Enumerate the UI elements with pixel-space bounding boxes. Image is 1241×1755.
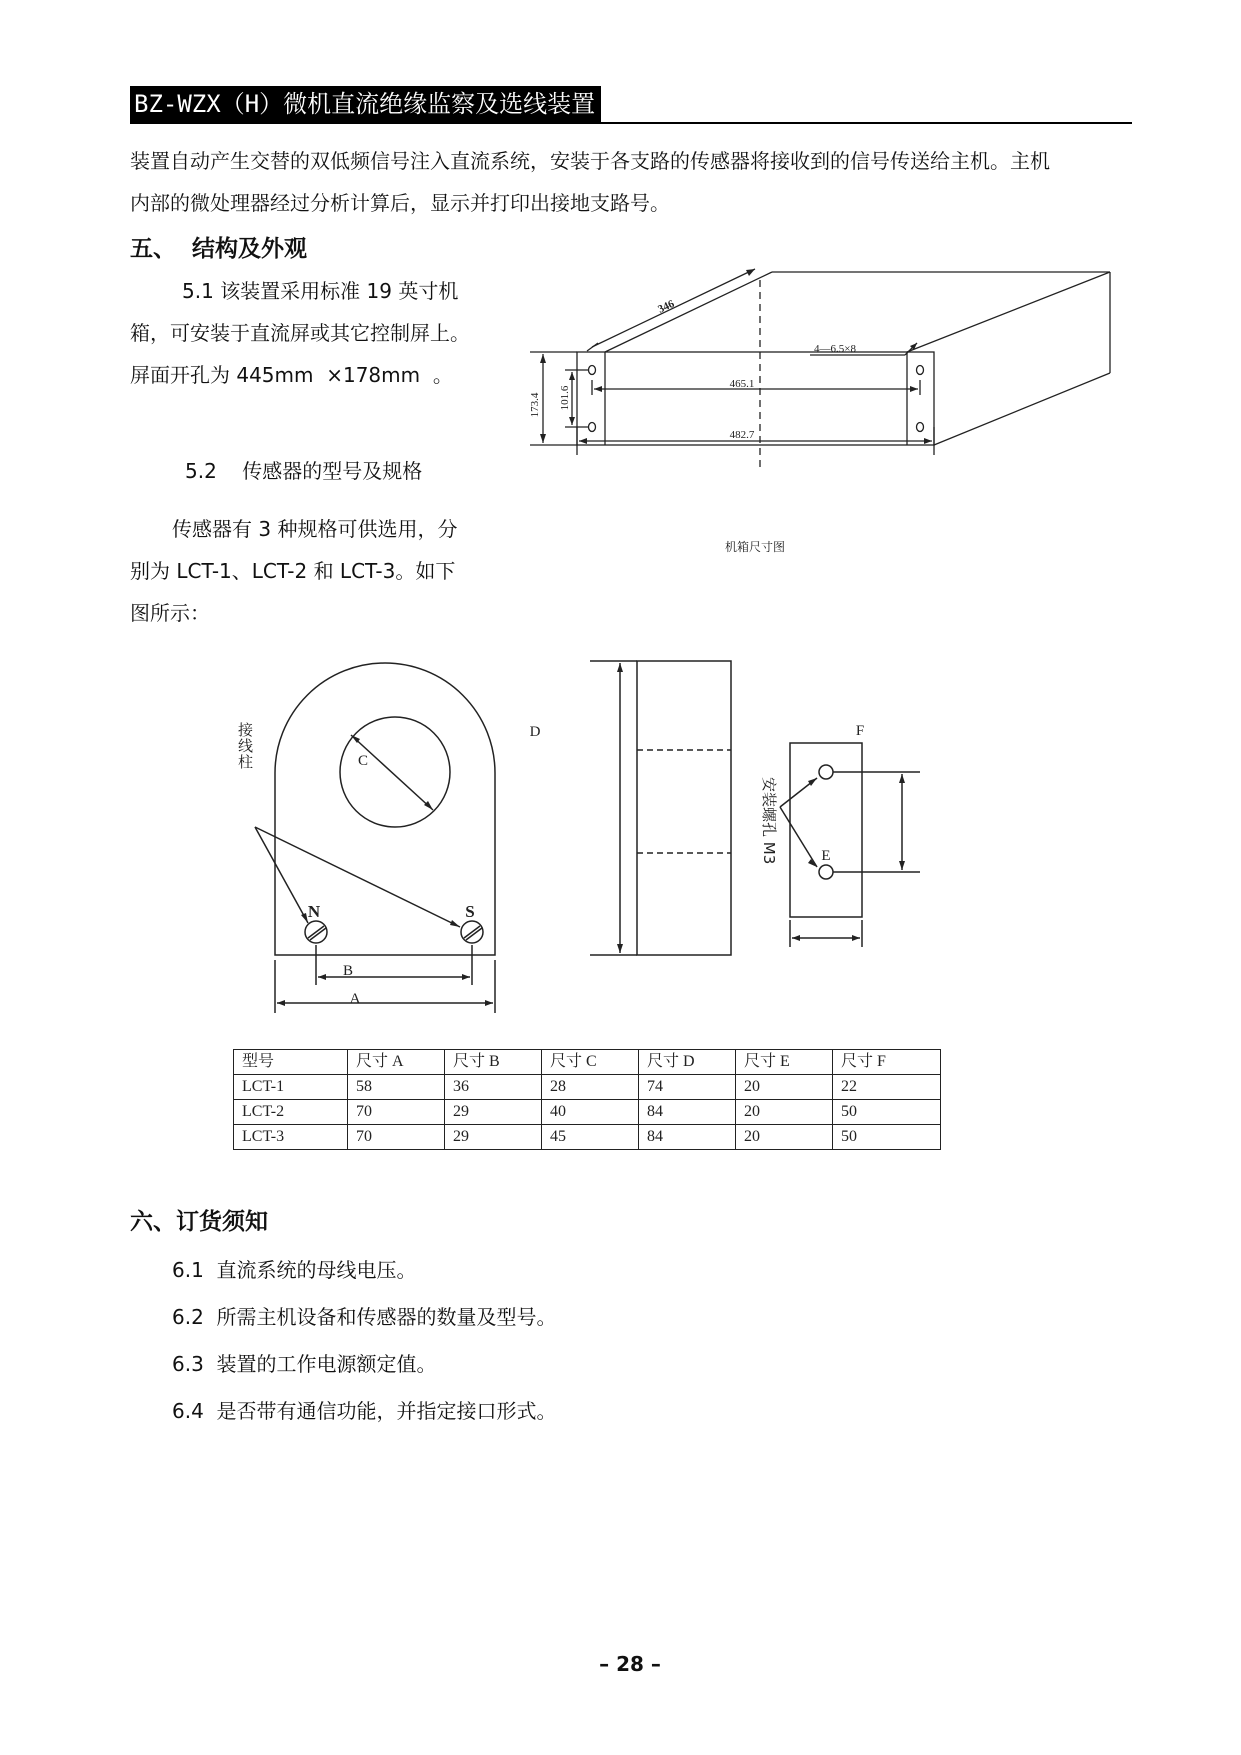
table-cell: 29 — [445, 1125, 542, 1150]
table-cell: 22 — [833, 1075, 941, 1100]
sensor-mount-outline — [790, 743, 862, 917]
chassis-hole-pitch-v-label: 101.6 — [559, 385, 571, 411]
sensor-spec-table — [233, 1049, 941, 1150]
table-cell: 29 — [445, 1100, 542, 1125]
intro-line-2: 内部的微处理器经过分析计算后，显示并打印出接地支路号。 — [130, 191, 670, 215]
sensor-side-outline — [637, 661, 731, 955]
s52-line-1: 传感器有 3 种规格可供选用，分 — [172, 517, 458, 541]
section-5-heading: 五、 结构及外观 — [130, 236, 308, 262]
label-b: B — [342, 963, 354, 979]
table-header-cell: 尺寸 F — [833, 1050, 941, 1075]
header-rule — [130, 122, 1132, 124]
label-c: C — [358, 753, 369, 769]
table-cell: 70 — [348, 1125, 445, 1150]
table-cell: 70 — [348, 1100, 445, 1125]
section-5-2-heading: 5.2 传感器的型号及规格 — [185, 459, 423, 483]
document-header-title: BZ-WZX（H）微机直流绝缘监察及选线装置 — [130, 86, 601, 122]
chassis-hole-pitch-h-label: 465.1 — [729, 378, 755, 390]
table-cell: 20 — [736, 1075, 833, 1100]
s52-line-3: 图所示： — [130, 601, 210, 625]
chassis-depth-label: 346 — [656, 297, 677, 316]
table-cell: 45 — [542, 1125, 639, 1150]
s51-line-2: 箱，可安装于直流屏或其它控制屏上。 — [130, 321, 470, 345]
chassis-front-panel — [577, 352, 934, 445]
label-terminal-2: 线 — [238, 737, 254, 755]
s52-line-2: 别为 LCT-1、LCT-2 和 LCT-3。如下 — [130, 559, 456, 583]
chassis-dimension-drawing — [510, 255, 1130, 575]
table-cell: 40 — [542, 1100, 639, 1125]
sensor-dimension-drawing — [220, 655, 1020, 1020]
label-d: D — [529, 724, 541, 740]
order-item-3: 6.3 装置的工作电源额定值。 — [172, 1352, 437, 1376]
table-cell: 74 — [639, 1075, 736, 1100]
label-e: E — [821, 848, 831, 864]
label-mount-hole: 安装螺孔 M3 — [760, 777, 778, 865]
order-item-2: 6.2 所需主机设备和传感器的数量及型号。 — [172, 1305, 557, 1329]
table-cell: 84 — [639, 1100, 736, 1125]
table-cell: 50 — [833, 1100, 941, 1125]
table-cell: 20 — [736, 1100, 833, 1125]
table-cell: 58 — [348, 1075, 445, 1100]
table-row — [234, 1100, 941, 1125]
table-cell: 84 — [639, 1125, 736, 1150]
table-cell: 28 — [542, 1075, 639, 1100]
label-terminal-3: 柱 — [238, 753, 254, 771]
section-6-heading: 六、订货须知 — [130, 1209, 268, 1235]
table-cell: 50 — [833, 1125, 941, 1150]
label-n: N — [307, 902, 321, 921]
label-f: F — [855, 723, 865, 739]
intro-line-1: 装置自动产生交替的双低频信号注入直流系统，安装于各支路的传感器将接收到的信号传送给主机。主机 — [130, 149, 1050, 173]
sensor-aperture — [340, 717, 450, 827]
section-5-1-text — [130, 270, 495, 396]
table-cell: LCT-1 — [234, 1075, 348, 1100]
chassis-caption: 机箱尺寸图 — [724, 540, 786, 554]
section-5-2-text — [130, 508, 495, 634]
order-item-4: 6.4 是否带有通信功能，并指定接口形式。 — [172, 1399, 557, 1423]
table-header-cell: 尺寸 B — [445, 1050, 542, 1075]
table-cell: LCT-3 — [234, 1125, 348, 1150]
table-header-cell: 尺寸 D — [639, 1050, 736, 1075]
order-item-1: 6.1 直流系统的母线电压。 — [172, 1258, 417, 1282]
table-cell: 36 — [445, 1075, 542, 1100]
label-s: S — [465, 902, 475, 921]
table-header-cell: 尺寸 A — [348, 1050, 445, 1075]
table-header-cell: 型号 — [234, 1050, 348, 1075]
table-cell: LCT-2 — [234, 1100, 348, 1125]
table-row — [234, 1075, 941, 1100]
intro-paragraph — [130, 140, 1140, 224]
s51-line-1: 5.1 该装置采用标准 19 英寸机 — [182, 279, 459, 303]
label-a: A — [349, 991, 361, 1007]
chassis-width-label: 482.7 — [729, 429, 755, 441]
s51-line-3: 屏面开孔为 445mm ×178mm 。 — [130, 363, 453, 387]
table-header-row — [234, 1050, 941, 1075]
table-row — [234, 1125, 941, 1150]
label-terminal-1: 接 — [238, 721, 254, 739]
table-header-cell: 尺寸 E — [736, 1050, 833, 1075]
table-cell: 20 — [736, 1125, 833, 1150]
table-header-cell: 尺寸 C — [542, 1050, 639, 1075]
chassis-height-label: 173.4 — [529, 392, 541, 418]
chassis-hole-spec-label: 4—6.5×8 — [814, 343, 856, 355]
page-number: – 28 – — [599, 1652, 661, 1676]
